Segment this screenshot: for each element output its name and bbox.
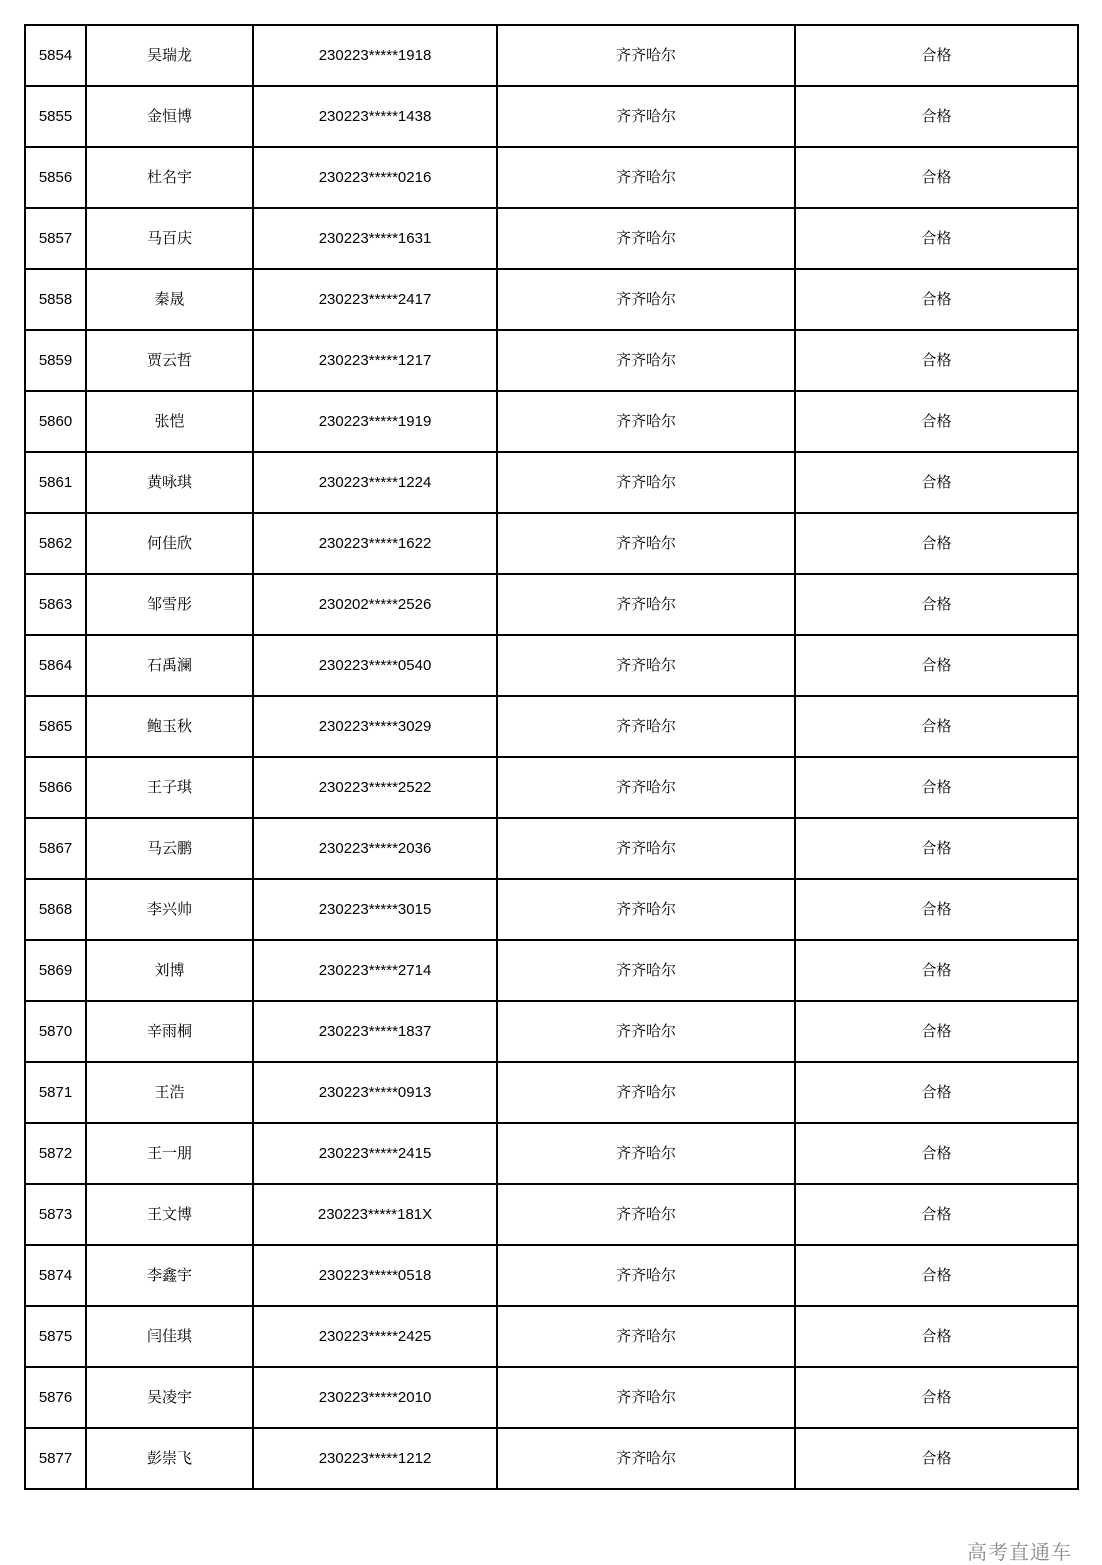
row-sequence-number: 5857: [25, 208, 86, 269]
row-sequence-number: 5873: [25, 1184, 86, 1245]
row-city: 齐齐哈尔: [497, 1245, 795, 1306]
row-result: 合格: [795, 879, 1078, 940]
row-result: 合格: [795, 574, 1078, 635]
watermark-text: 高考直通车: [967, 1540, 1072, 1564]
row-city: 齐齐哈尔: [497, 879, 795, 940]
row-id-number: 230223*****2417: [253, 269, 497, 330]
row-id-number: 230223*****1438: [253, 86, 497, 147]
roster-table-body: [25, 25, 1078, 1489]
table-row: [25, 879, 1078, 940]
row-id-number: 230223*****1919: [253, 391, 497, 452]
row-id-number: 230223*****1217: [253, 330, 497, 391]
table-row: [25, 1123, 1078, 1184]
row-result: 合格: [795, 1428, 1078, 1489]
row-id-number: 230223*****2415: [253, 1123, 497, 1184]
row-name: 张恺: [86, 391, 253, 452]
table-row: [25, 574, 1078, 635]
table-row: [25, 1367, 1078, 1428]
row-result: 合格: [795, 513, 1078, 574]
row-name: 马百庆: [86, 208, 253, 269]
row-city: 齐齐哈尔: [497, 1062, 795, 1123]
table-row: [25, 1062, 1078, 1123]
row-city: 齐齐哈尔: [497, 330, 795, 391]
row-result: 合格: [795, 1306, 1078, 1367]
row-result: 合格: [795, 1245, 1078, 1306]
table-row: [25, 1306, 1078, 1367]
row-id-number: 230223*****1837: [253, 1001, 497, 1062]
row-city: 齐齐哈尔: [497, 391, 795, 452]
row-sequence-number: 5860: [25, 391, 86, 452]
row-sequence-number: 5856: [25, 147, 86, 208]
row-id-number: 230223*****2522: [253, 757, 497, 818]
row-sequence-number: 5871: [25, 1062, 86, 1123]
row-id-number: 230223*****2036: [253, 818, 497, 879]
table-row: [25, 757, 1078, 818]
row-sequence-number: 5867: [25, 818, 86, 879]
row-name: 邹雪彤: [86, 574, 253, 635]
row-city: 齐齐哈尔: [497, 1306, 795, 1367]
row-sequence-number: 5865: [25, 696, 86, 757]
table-row: [25, 940, 1078, 1001]
row-name: 闫佳琪: [86, 1306, 253, 1367]
table-row: [25, 208, 1078, 269]
table-row: [25, 818, 1078, 879]
row-sequence-number: 5859: [25, 330, 86, 391]
roster-sheet: [24, 24, 1077, 1490]
row-name: 李兴帅: [86, 879, 253, 940]
row-result: 合格: [795, 1367, 1078, 1428]
table-row: [25, 25, 1078, 86]
row-name: 刘博: [86, 940, 253, 1001]
row-name: 贾云哲: [86, 330, 253, 391]
row-sequence-number: 5862: [25, 513, 86, 574]
table-row: [25, 1245, 1078, 1306]
row-sequence-number: 5875: [25, 1306, 86, 1367]
row-city: 齐齐哈尔: [497, 86, 795, 147]
table-row: [25, 1001, 1078, 1062]
row-id-number: 230223*****0216: [253, 147, 497, 208]
table-row: [25, 1184, 1078, 1245]
row-city: 齐齐哈尔: [497, 1001, 795, 1062]
row-name: 王一朋: [86, 1123, 253, 1184]
row-city: 齐齐哈尔: [497, 208, 795, 269]
row-id-number: 230223*****3029: [253, 696, 497, 757]
row-city: 齐齐哈尔: [497, 269, 795, 330]
row-id-number: 230223*****1622: [253, 513, 497, 574]
row-sequence-number: 5869: [25, 940, 86, 1001]
row-name: 吴凌宇: [86, 1367, 253, 1428]
row-sequence-number: 5870: [25, 1001, 86, 1062]
row-name: 杜名宇: [86, 147, 253, 208]
row-city: 齐齐哈尔: [497, 1123, 795, 1184]
row-id-number: 230223*****0518: [253, 1245, 497, 1306]
roster-table: [24, 24, 1079, 1490]
row-id-number: 230223*****1224: [253, 452, 497, 513]
row-result: 合格: [795, 635, 1078, 696]
row-city: 齐齐哈尔: [497, 696, 795, 757]
row-sequence-number: 5863: [25, 574, 86, 635]
row-city: 齐齐哈尔: [497, 147, 795, 208]
row-name: 辛雨桐: [86, 1001, 253, 1062]
row-name: 王文博: [86, 1184, 253, 1245]
row-name: 金恒博: [86, 86, 253, 147]
row-name: 石禹澜: [86, 635, 253, 696]
row-city: 齐齐哈尔: [497, 1367, 795, 1428]
row-result: 合格: [795, 1062, 1078, 1123]
row-city: 齐齐哈尔: [497, 940, 795, 1001]
row-id-number: 230223*****1631: [253, 208, 497, 269]
row-city: 齐齐哈尔: [497, 452, 795, 513]
row-city: 齐齐哈尔: [497, 25, 795, 86]
row-result: 合格: [795, 269, 1078, 330]
row-result: 合格: [795, 391, 1078, 452]
row-sequence-number: 5868: [25, 879, 86, 940]
table-row: [25, 635, 1078, 696]
row-sequence-number: 5861: [25, 452, 86, 513]
row-id-number: 230223*****2425: [253, 1306, 497, 1367]
row-id-number: 230223*****2010: [253, 1367, 497, 1428]
row-city: 齐齐哈尔: [497, 513, 795, 574]
row-city: 齐齐哈尔: [497, 1184, 795, 1245]
row-city: 齐齐哈尔: [497, 635, 795, 696]
row-sequence-number: 5858: [25, 269, 86, 330]
row-result: 合格: [795, 757, 1078, 818]
row-city: 齐齐哈尔: [497, 1428, 795, 1489]
row-sequence-number: 5877: [25, 1428, 86, 1489]
row-name: 彭崇飞: [86, 1428, 253, 1489]
row-id-number: 230223*****181X: [253, 1184, 497, 1245]
row-sequence-number: 5872: [25, 1123, 86, 1184]
row-sequence-number: 5855: [25, 86, 86, 147]
row-id-number: 230223*****1212: [253, 1428, 497, 1489]
table-row: [25, 696, 1078, 757]
row-name: 何佳欣: [86, 513, 253, 574]
row-city: 齐齐哈尔: [497, 818, 795, 879]
row-result: 合格: [795, 330, 1078, 391]
table-row: [25, 452, 1078, 513]
row-result: 合格: [795, 1184, 1078, 1245]
row-id-number: 230223*****3015: [253, 879, 497, 940]
row-result: 合格: [795, 147, 1078, 208]
row-name: 鲍玉秋: [86, 696, 253, 757]
row-name: 吴瑞龙: [86, 25, 253, 86]
row-result: 合格: [795, 25, 1078, 86]
table-row: [25, 86, 1078, 147]
row-city: 齐齐哈尔: [497, 757, 795, 818]
table-row: [25, 391, 1078, 452]
row-sequence-number: 5874: [25, 1245, 86, 1306]
row-name: 马云鹏: [86, 818, 253, 879]
table-row: [25, 513, 1078, 574]
table-row: [25, 147, 1078, 208]
row-result: 合格: [795, 696, 1078, 757]
row-result: 合格: [795, 940, 1078, 1001]
table-row: [25, 1428, 1078, 1489]
row-result: 合格: [795, 452, 1078, 513]
row-id-number: 230223*****0913: [253, 1062, 497, 1123]
row-id-number: 230223*****0540: [253, 635, 497, 696]
row-sequence-number: 5864: [25, 635, 86, 696]
row-name: 王子琪: [86, 757, 253, 818]
row-name: 李鑫宇: [86, 1245, 253, 1306]
table-row: [25, 269, 1078, 330]
row-name: 黄咏琪: [86, 452, 253, 513]
row-result: 合格: [795, 208, 1078, 269]
row-sequence-number: 5866: [25, 757, 86, 818]
table-row: [25, 330, 1078, 391]
row-id-number: 230223*****2714: [253, 940, 497, 1001]
row-id-number: 230223*****1918: [253, 25, 497, 86]
row-id-number: 230202*****2526: [253, 574, 497, 635]
row-result: 合格: [795, 1123, 1078, 1184]
row-sequence-number: 5854: [25, 25, 86, 86]
row-name: 秦晟: [86, 269, 253, 330]
row-city: 齐齐哈尔: [497, 574, 795, 635]
row-result: 合格: [795, 1001, 1078, 1062]
row-result: 合格: [795, 818, 1078, 879]
row-sequence-number: 5876: [25, 1367, 86, 1428]
row-name: 王浩: [86, 1062, 253, 1123]
row-result: 合格: [795, 86, 1078, 147]
